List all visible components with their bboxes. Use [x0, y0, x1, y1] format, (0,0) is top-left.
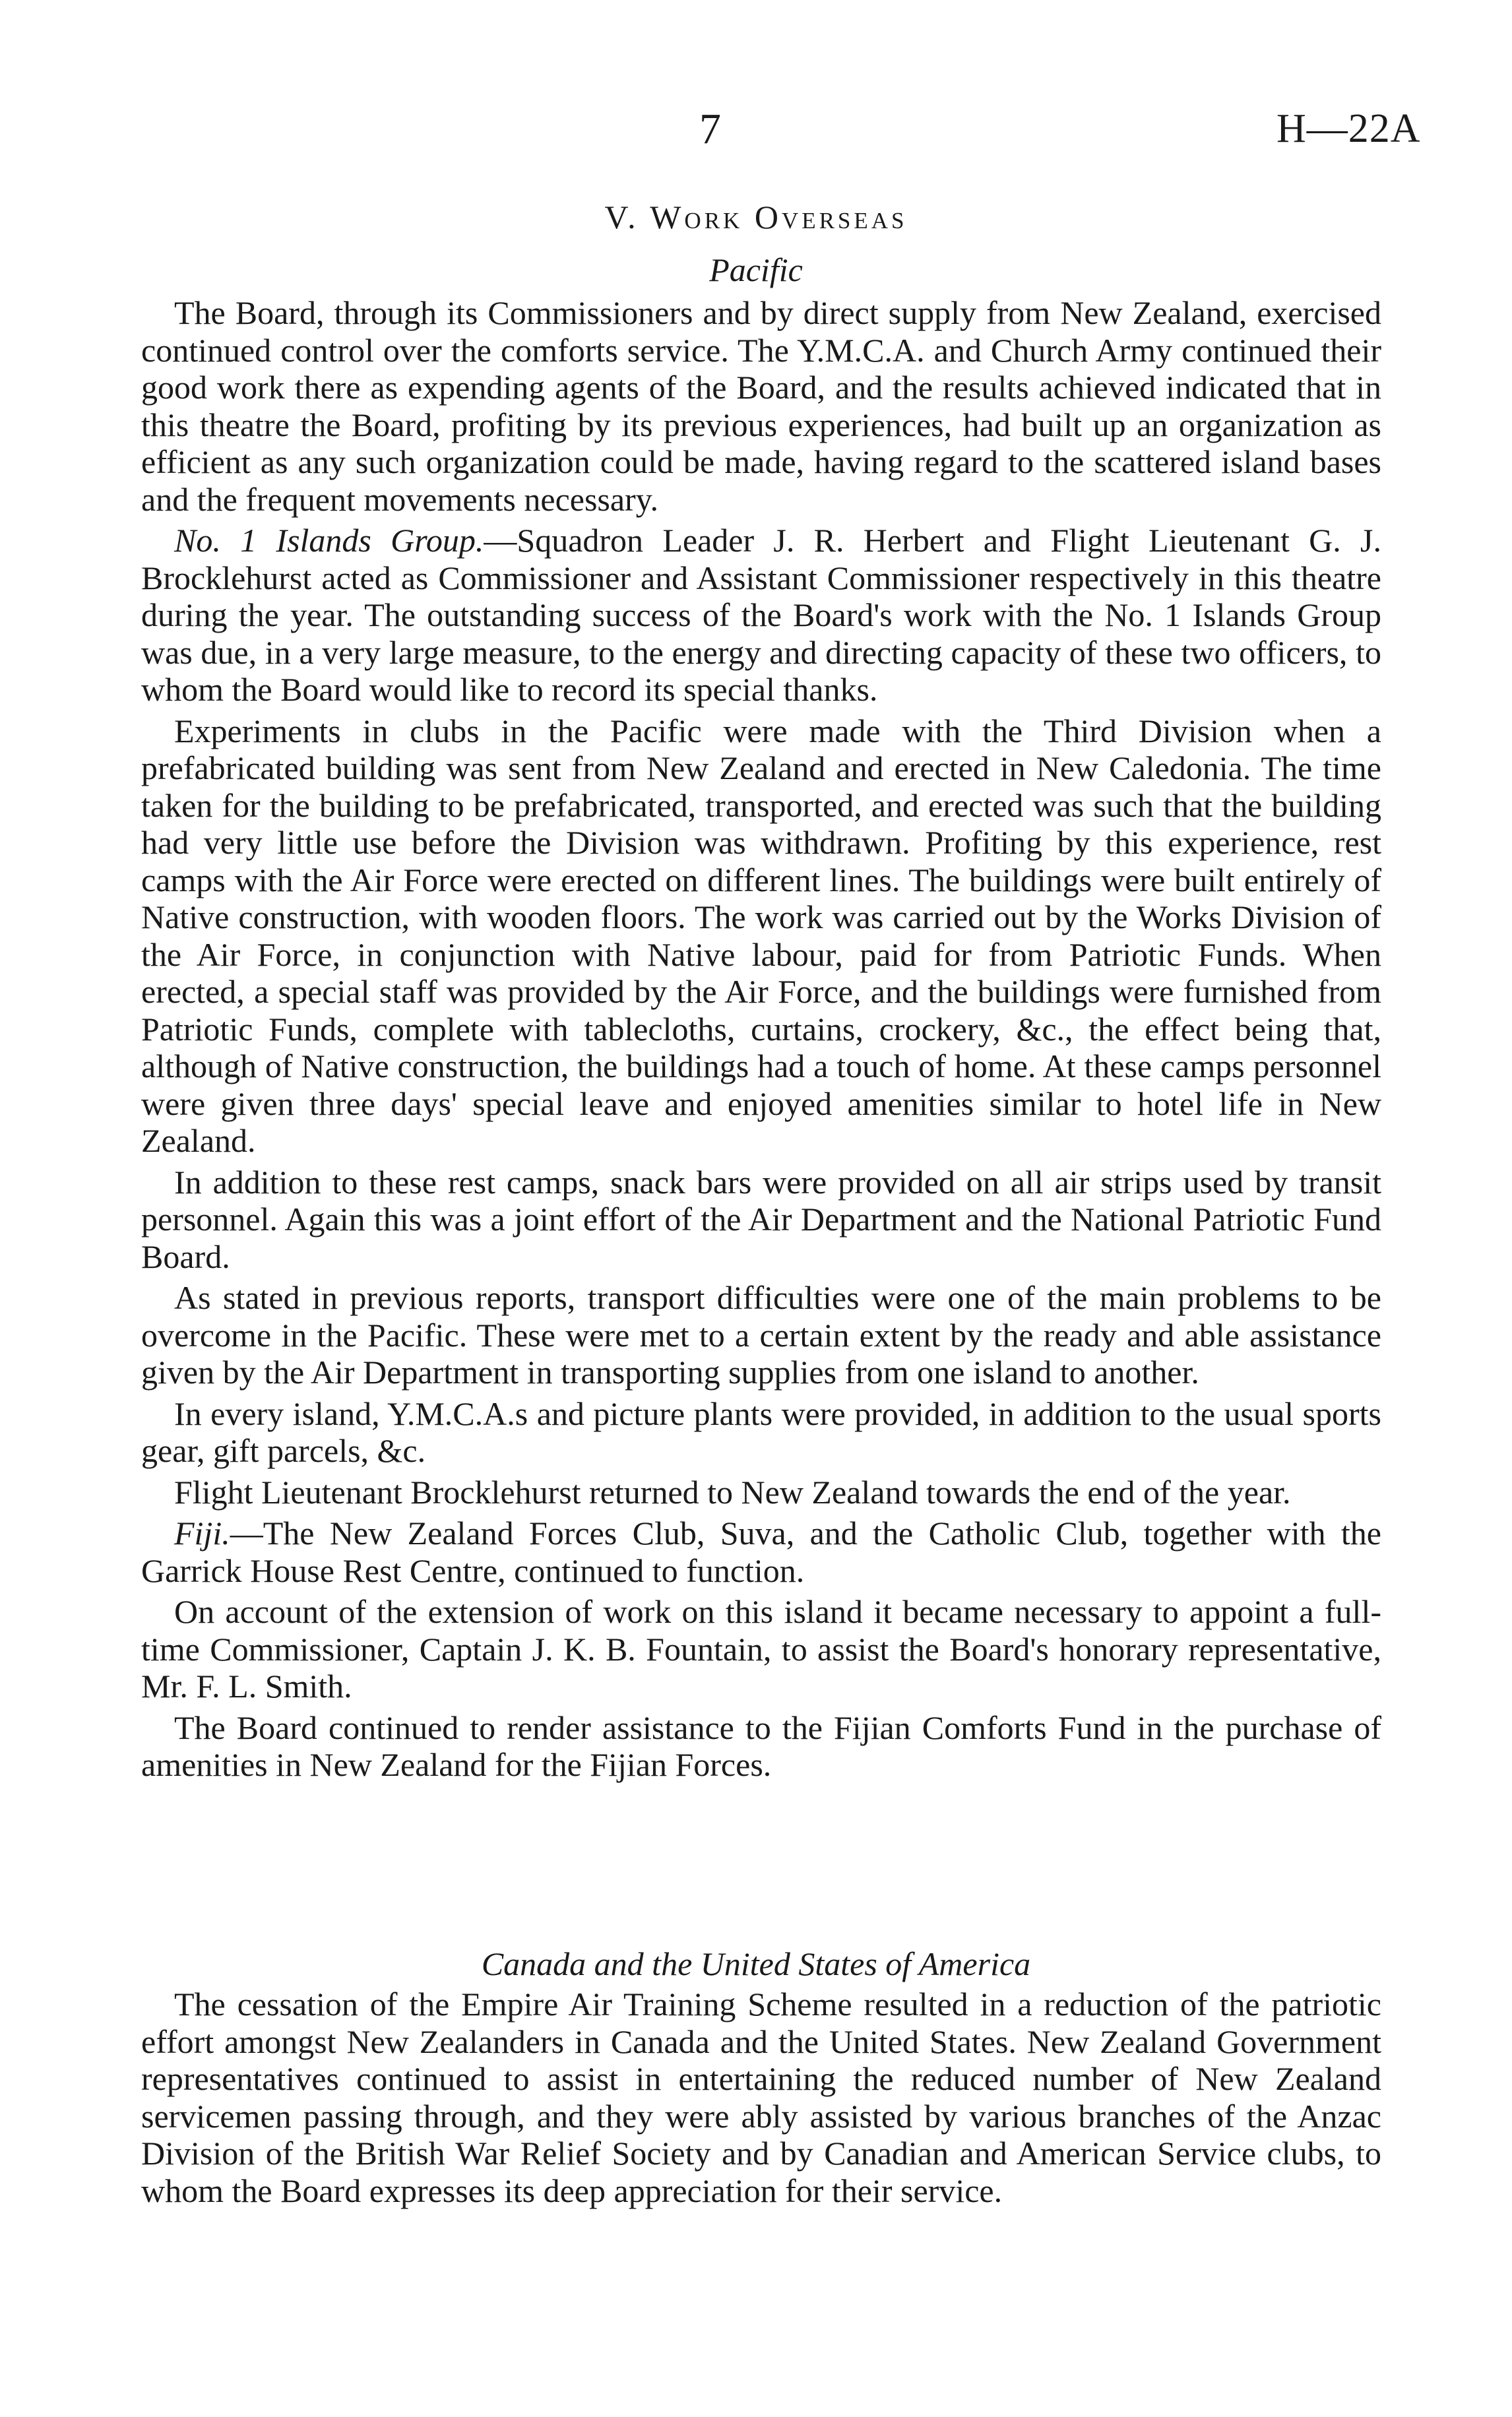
paragraph-text: —The New Zealand Forces Club, Suva, and the Catholic Club, together with the Garrick House Rest Centre, continued to function. [141, 1515, 1381, 1589]
paragraph [141, 1515, 1381, 1589]
paragraph-text: As stated in previous reports, transport difficulties were one of the main problems to be overcome in the Pacific. These were met to a certain extent by the ready and able assistance given by the Air Department in transporting supplies from one island to another. [141, 1279, 1381, 1391]
paragraph-text: Flight Lieutenant Brocklehurst returned to New Zealand towards the end of the year. [174, 1473, 1291, 1511]
paragraph [141, 522, 1381, 708]
paragraph-text: —Squadron Leader J. R. Herbert and Flight Lieutenant G. J. Brocklehurst acted as Commissioner and Assistant Commissioner respectively in this theatre during the year. The outstanding success of the Board's work with the No. 1 Islands Group was due, in a very large measure, to the energy and directing capacity of these two officers, to whom the Board would like to record its special thanks. [141, 522, 1381, 708]
paragraph-text: In addition to these rest camps, snack bars were provided on all air strips used by transit personnel. Again this was a joint effort of the Air Department and the National Patriotic Fund Board. [141, 1163, 1381, 1275]
paragraph-text: On account of the extension of work on this island it became necessary to appoint a full-time Commissioner, Captain J. K. B. Fountain, to assist the Board's honorary representative, Mr. F. L. Smith. [141, 1593, 1381, 1705]
paragraph [141, 1474, 1381, 1511]
subheading-pacific: Pacific [709, 251, 803, 288]
paragraph-text: Experiments in clubs in the Pacific were made with the Third Division when a prefabricated building was sent from New Zealand and erected in New Caledonia. The time taken for the building to be prefabricated, transported, and erected was such that the building had very little use before the Division was withdrawn. Profiting by this experience, rest camps with the Air Force were erected on different lines. The buildings were built entirely of Native construction, with wooden floors. The work was carried out by the Works Division of the Air Force, in conjunction with Native labour, paid for from Patriotic Funds. When erected, a special staff was provided by the Air Force, and the buildings were furnished from Patriotic Funds, complete with tablecloths, curtains, crockery, &c., the effect being that, although of Native construction, the buildings had a touch of home. At these camps personnel were given three days' special leave and enjoyed amenities similar to hotel life in New Zealand. [141, 712, 1381, 1159]
paragraph-lead: No. 1 Islands Group. [174, 522, 484, 559]
paragraph [141, 1395, 1381, 1470]
paragraph-text: The cessation of the Empire Air Training Scheme resulted in a reduction of the patriotic effort amongst New Zealanders in Canada and the United States. New Zealand Government representatives continued to assist in entertaining the reduced number of New Zealand servicemen passing through, and they were ably assisted by various branches of the Anzac Division of the British War Relief Society and by Canadian and American Service clubs, to whom the Board expresses its deep appreciation for their service. [141, 1986, 1381, 2209]
page-number: 7 [699, 105, 721, 153]
section-title: V. Work Overseas [604, 199, 908, 235]
pacific-body [141, 294, 1381, 1788]
paragraph [141, 1709, 1381, 1784]
paragraph-text: The Board, through its Commissioners and by direct supply from New Zealand, exercised continued control over the comforts service. The Y.M.C.A. and Church Army continued their good work there as expending agents of the Board, and the results achieved indicated that in this theatre the Board, profiting by its previous experiences, had built up an organization as efficient as any such organization could be made, having regard to the scattered island bases and the frequent movements necessary. [141, 294, 1381, 518]
paragraph [141, 294, 1381, 518]
canada-usa-body [141, 1986, 1381, 2213]
paragraph [141, 1279, 1381, 1391]
paragraph [141, 1164, 1381, 1276]
paragraph-text: In every island, Y.M.C.A.s and picture plants were provided, in addition to the usual sports gear, gift parcels, &c. [141, 1395, 1381, 1469]
subheading-canada-usa: Canada and the United States of America [481, 1945, 1031, 1982]
document-reference: H—22A [1276, 106, 1421, 151]
paragraph [141, 1986, 1381, 2209]
paragraph [141, 1593, 1381, 1705]
paragraph-text: The Board continued to render assistance to the Fijian Comforts Fund in the purchase of amenities in New Zealand for the Fijian Forces. [141, 1709, 1381, 1783]
paragraph-lead: Fiji. [174, 1515, 230, 1552]
paragraph [141, 712, 1381, 1160]
